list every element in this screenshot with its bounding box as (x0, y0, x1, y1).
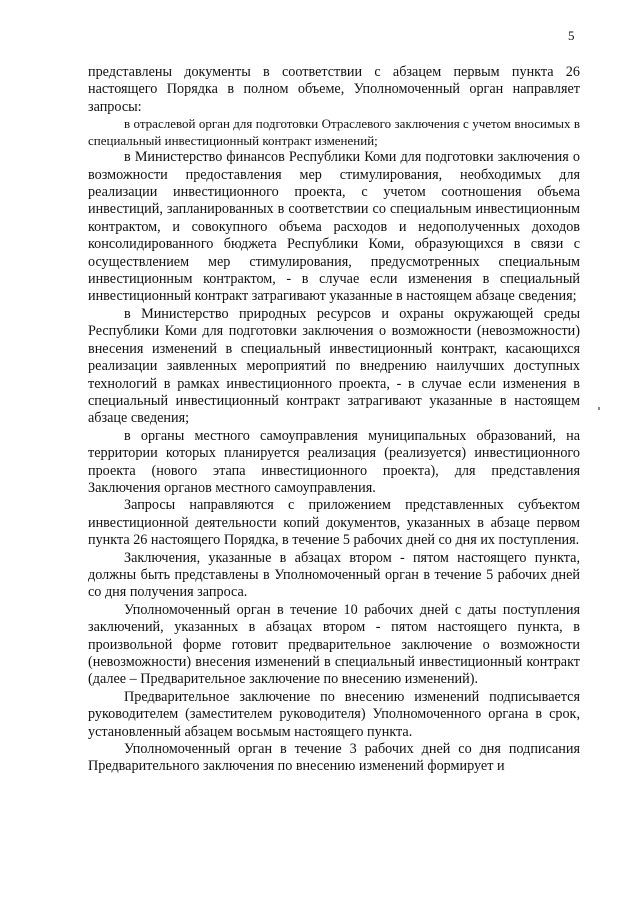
paragraph-conclusions-deadline: Заключения, указанные в абзацах втором - пятом настоящего пункта, должны быть представлены в Уполномоченный орган в течение 5 рабочих дней со дня получения запроса. (88, 549, 580, 601)
paragraph-continuation: представлены документы в соответствии с абзацем первым пункта 26 настоящего Порядка в полном объеме, Уполномоченный орган направляет запросы: (88, 64, 580, 115)
document-body (88, 64, 580, 776)
scan-mark (598, 407, 600, 410)
page-number: 5 (568, 28, 575, 43)
paragraph-sectoral-body-request: в отраслевой орган для подготовки Отраслевого заключения с учетом вносимых в специальный инвестиционный контракт изменений; (88, 116, 580, 148)
paragraph-preliminary-conclusion: Уполномоченный орган в течение 10 рабочих дней с даты поступления заключений, указанных в абзацах втором - пятом настоящего пункта, в произвольной форме готовит предварительное заключение о возможности (невозможности) внесения изменений в специальный инвестиционный контракт (далее – Предварительное заключение по внесению изменений). (88, 601, 580, 688)
paragraph-finance-ministry-request: в Министерство финансов Республики Коми для подготовки заключения о возможности предоставления мер стимулирования, необходимых для реализации инвестиционного проекта, с учетом соотношения объема инвестиций, запланированных в соответствии со специальным инвестиционным контрактом, и совокупного объема расходов и недополученных доходов консолидированного бюджета Республики Коми, образующихся в связи с осуществлением мер стимулирования, предусмотренных специальным инвестиционным контрактом, - в случае если изменения в специальный инвестиционный контракт затрагивают указанные в настоящем абзаце сведения; (88, 149, 580, 305)
paragraph-authorized-body-forms: Уполномоченный орган в течение 3 рабочих дней со дня подписания Предварительного заключения по внесению изменений формирует и (88, 741, 580, 775)
paragraph-local-government-request: в органы местного самоуправления муниципальных образований, на территории которых планируется реализация (реализуется) инвестиционного проекта (нового этапа инвестиционного проекта), для представления Заключения органов местного самоуправления. (88, 427, 580, 496)
paragraph-natural-resources-ministry-request: в Министерство природных ресурсов и охраны окружающей среды Республики Коми для подготовки заключения о возможности (невозможности) внесения изменений в специальный инвестиционный контракт, касающихся реализации заявленных мероприятий по внедрению наилучших доступных технологий в рамках инвестиционного проекта, - в случае если изменения в специальный инвестиционный контракт затрагивают указанные в настоящем абзаце сведения; (88, 305, 580, 427)
paragraph-preliminary-conclusion-signing: Предварительное заключение по внесению изменений подписывается руководителем (заместителем руководителя) Уполномоченного органа в срок, установленный абзацем восьмым настоящего пункта. (88, 688, 580, 740)
paragraph-requests-sending: Запросы направляются с приложением представленных субъектом инвестиционной деятельности копий документов, указанных в абзаце первом пункта 26 настоящего Порядка, в течение 5 рабочих дней со дня их поступления. (88, 497, 580, 549)
